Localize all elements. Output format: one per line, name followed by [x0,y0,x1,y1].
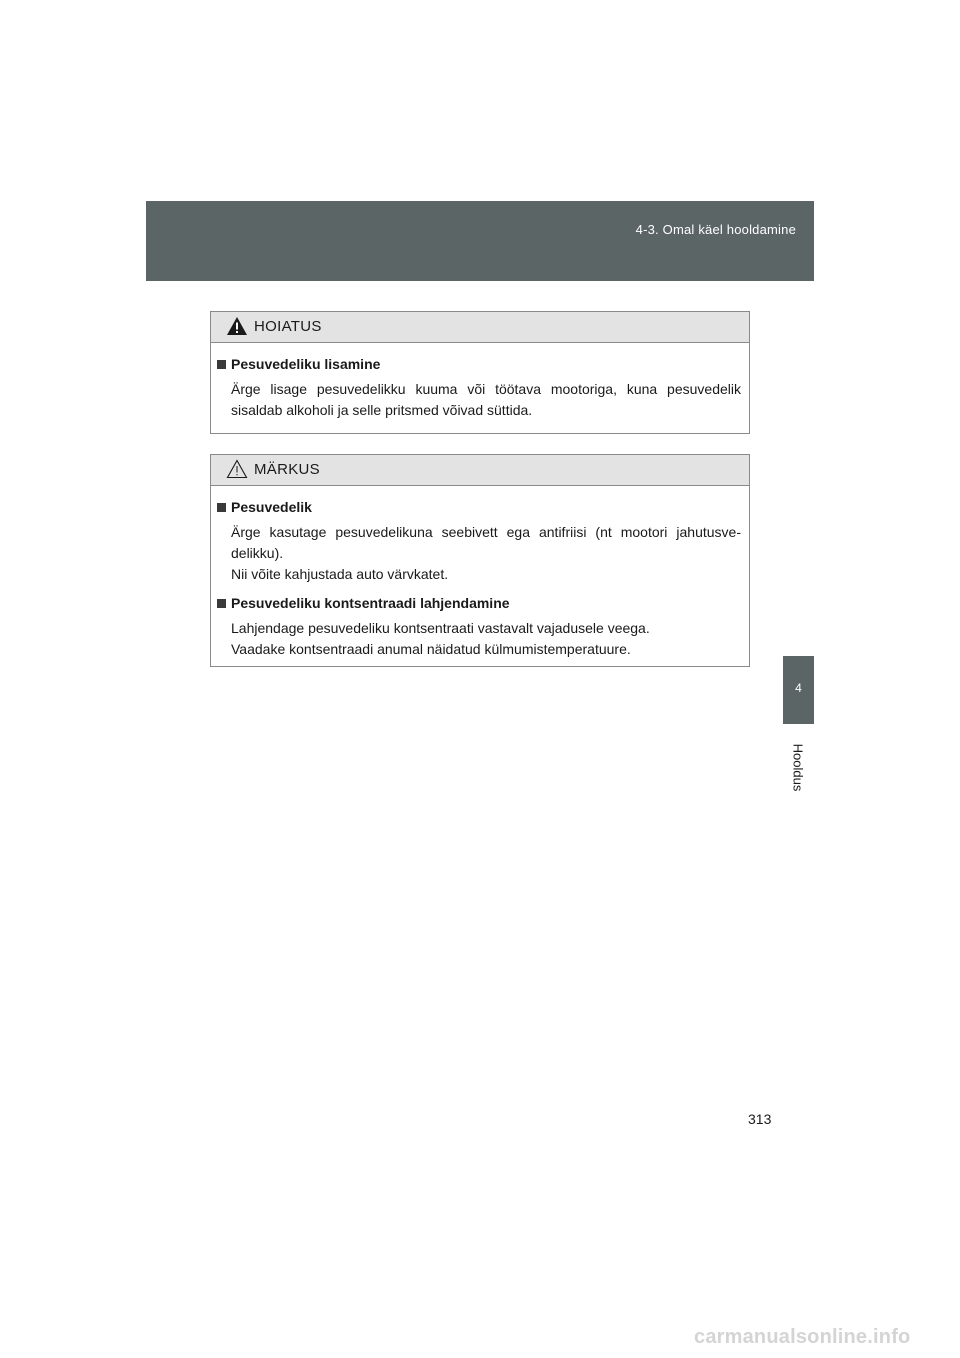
warning-triangle-icon [226,316,248,336]
item-heading [217,593,741,613]
chapter-label: Hooldus [790,743,806,792]
section-title: 4-3. Omal käel hooldamine [635,222,796,237]
warning-box-body [211,343,749,421]
warning-box [210,311,750,434]
item-heading-text: Pesuvedelik [231,499,312,515]
warning-item [217,354,741,421]
item-heading-text: Pesuvedeliku kontsentraadi lahjendamine [231,595,510,611]
notice-item [217,497,741,585]
item-text [217,379,741,421]
notice-box [210,454,750,667]
warning-box-header [211,312,749,343]
item-paragraph: Nii võite kahjustada auto värvkatet. [231,566,449,582]
chapter-number: 4 [795,681,802,695]
notice-item [217,593,741,660]
item-paragraph: Vaadake kontsentraadi anumal näidatud külmumistemperatuure. [231,641,631,657]
item-heading [217,497,741,517]
header-band [146,201,814,281]
watermark: carmanualsonline.info [694,1326,911,1348]
item-text [217,618,741,660]
item-text [217,522,741,585]
square-bullet-icon [217,360,226,369]
notice-box-header [211,455,749,486]
item-heading [217,354,741,374]
item-paragraph: Ärge lisage pesuvedelikku kuuma või töötava mootoriga, kuna pesuvedelik sisaldab alkoholi ja selle pritsmed võivad süttida. [231,381,741,418]
notice-box-title: MÄRKUS [254,461,320,478]
chapter-tab [783,656,814,724]
item-heading-text: Pesuvedeliku lisamine [231,356,381,372]
page-number: 313 [748,1111,772,1127]
warning-box-title: HOIATUS [254,318,322,335]
item-paragraph: Lahjendage pesuvedeliku kontsentraati vastavalt vajadusele veega. [231,620,650,636]
square-bullet-icon [217,599,226,608]
notice-box-body [211,486,749,660]
caution-triangle-icon [226,459,248,479]
item-paragraph: Ärge kasutage pesuvedelikuna seebivett ega antifriisi (nt mootori jahutusve-delikku). [231,524,741,561]
square-bullet-icon [217,503,226,512]
